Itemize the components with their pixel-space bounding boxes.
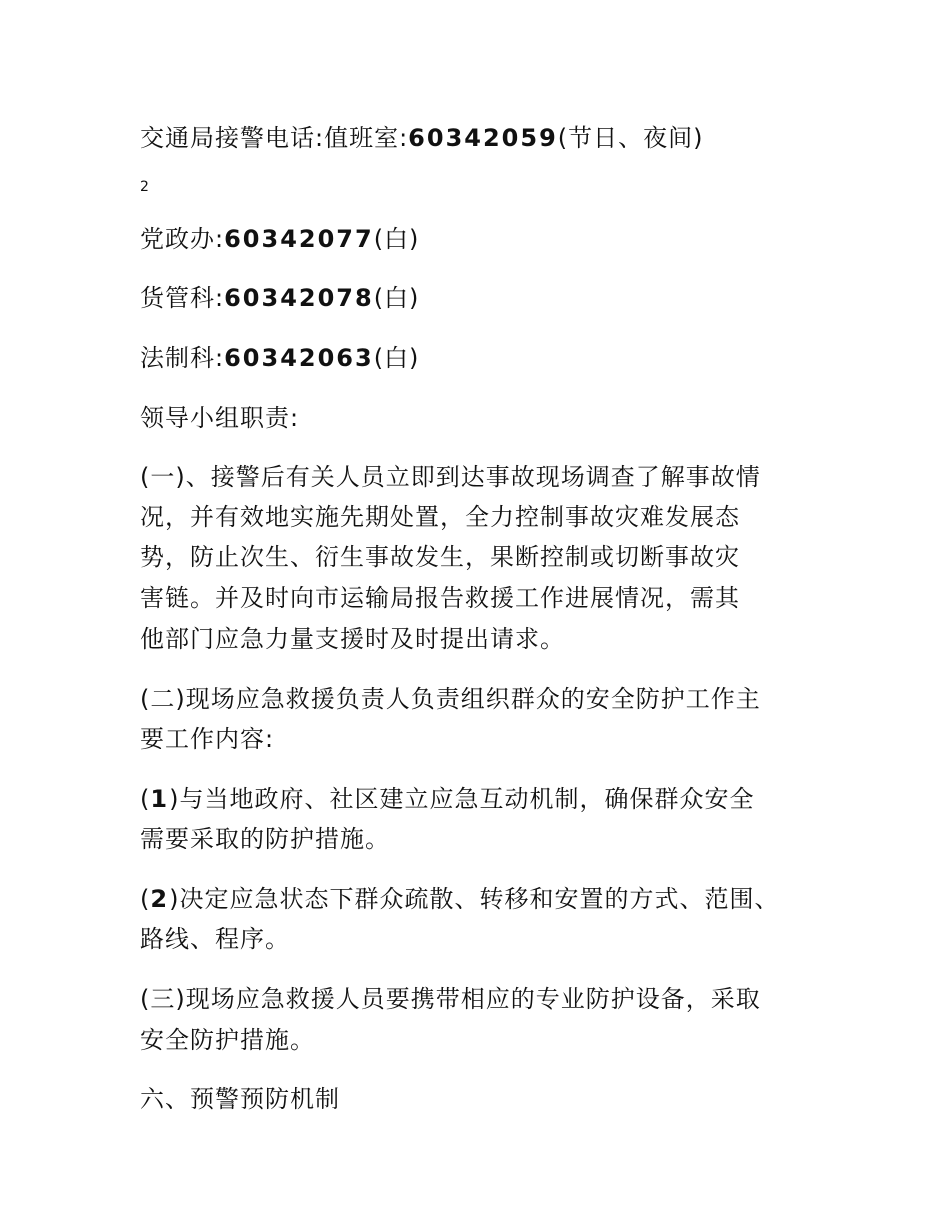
paragraph-4-line-2: 路线、程序。 <box>140 925 290 953</box>
hotline-note: (节日、夜间) <box>557 124 704 152</box>
phone-number: 60342077 <box>224 225 374 253</box>
section-heading: 六、预警预防机制 <box>140 1085 340 1113</box>
section-title-duties: 领导小组职责: <box>140 404 300 432</box>
item-number: 2 <box>150 885 170 913</box>
hotline-number: 60342059 <box>408 124 558 152</box>
item-open-paren: ( <box>140 885 151 913</box>
phone-label: 货管科: <box>140 284 225 312</box>
paragraph-1-line-3: 势，防止次生、衍生事故发生，果断控制或切断事故灾 <box>140 543 740 571</box>
phone-legal-section <box>140 338 419 378</box>
paragraph-2-line-1: (二)现场应急救援负责人负责组织群众的安全防护工作主 <box>140 685 761 713</box>
phone-number: 60342078 <box>224 284 374 312</box>
paragraph-5-line-2: 安全防护措施。 <box>140 1026 315 1054</box>
phone-number: 60342063 <box>224 344 374 372</box>
phone-note: (白) <box>373 284 420 312</box>
hotline-label: 交通局接警电话:值班室: <box>140 124 409 152</box>
paragraph-1-line-4: 害链。并及时向市运输局报告救援工作进展情况，需其 <box>140 584 740 612</box>
item-text: )与当地政府、社区建立应急互动机制，确保群众安全 <box>169 785 755 813</box>
paragraph-3-line-1 <box>140 779 754 819</box>
paragraph-5-line-1: (三)现场应急救援人员要携带相应的专业防护设备，采取 <box>140 985 761 1013</box>
item-number: 1 <box>150 785 170 813</box>
phone-label: 法制科: <box>140 344 225 372</box>
paragraph-2-line-2: 要工作内容: <box>140 725 275 753</box>
page-marker: 2 <box>140 179 149 195</box>
phone-note: (白) <box>373 225 420 253</box>
paragraph-1-line-2: 况，并有效地实施先期处置，全力控制事故灾难发展态 <box>140 503 740 531</box>
phone-note: (白) <box>373 344 420 372</box>
phone-party-office <box>140 219 419 259</box>
phone-label: 党政办: <box>140 225 225 253</box>
phone-cargo-section <box>140 278 419 318</box>
paragraph-4-line-1 <box>140 879 779 919</box>
paragraph-1-line-1: (一)、接警后有关人员立即到达事故现场调查了解事故情 <box>140 463 761 491</box>
hotline-duty-room <box>140 118 704 158</box>
item-open-paren: ( <box>140 785 151 813</box>
paragraph-1-line-5: 他部门应急力量支援时及时提出请求。 <box>140 625 565 653</box>
paragraph-3-line-2: 需要采取的防护措施。 <box>140 825 390 853</box>
item-text: )决定应急状态下群众疏散、转移和安置的方式、范围、 <box>169 885 780 913</box>
